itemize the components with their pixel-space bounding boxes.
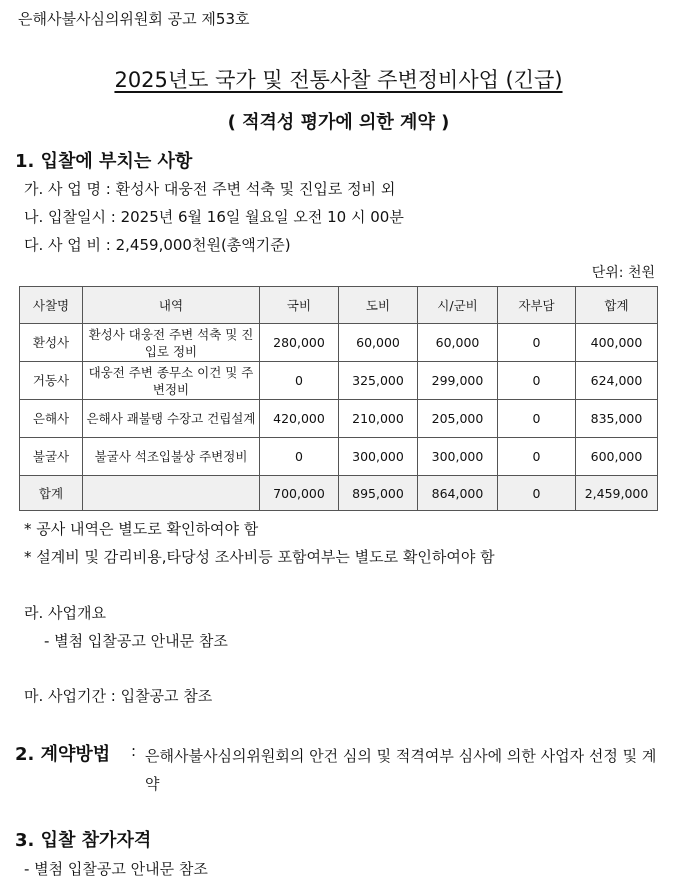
- budget-table: [19, 286, 658, 511]
- header-self: 자부담: [498, 287, 576, 324]
- table-row: [20, 324, 658, 362]
- project-budget: 다. 사 업 비 : 2,459,000천원(총액기준): [24, 236, 291, 254]
- cell-city: 299,000: [418, 362, 498, 400]
- cell-national: 280,000: [260, 324, 339, 362]
- cell-national: 0: [260, 438, 339, 476]
- cell-temple: 거동사: [20, 362, 83, 400]
- cell-total: 600,000: [576, 438, 658, 476]
- cell-total: 400,000: [576, 324, 658, 362]
- total-self: 0: [498, 476, 576, 511]
- header-temple: 사찰명: [20, 287, 83, 324]
- table-header-row: [20, 287, 658, 324]
- cell-city: 205,000: [418, 400, 498, 438]
- section2-text: 은해사불사심의위원회의 안건 심의 및 적격여부 심사에 의한 사업자 선정 및 계약: [145, 747, 657, 793]
- note-2: * 설계비 및 감리비용,타당성 조사비등 포함여부는 별도로 확인하여야 함: [24, 548, 495, 566]
- page-subtitle: ( 적격성 평가에 의한 계약 ): [227, 112, 450, 133]
- bid-datetime: 나. 입찰일시 : 2025년 6월 16일 월요일 오전 10 시 00분: [24, 208, 404, 226]
- header-desc: 내역: [83, 287, 260, 324]
- overview-label: 라. 사업개요: [24, 604, 106, 622]
- header-total: 합계: [576, 287, 658, 324]
- cell-self: 0: [498, 362, 576, 400]
- cell-temple: 환성사: [20, 324, 83, 362]
- cell-self: 0: [498, 400, 576, 438]
- total-city: 864,000: [418, 476, 498, 511]
- cell-national: 420,000: [260, 400, 339, 438]
- cell-province: 300,000: [339, 438, 418, 476]
- header-national: 국비: [260, 287, 339, 324]
- table-row: [20, 362, 658, 400]
- cell-desc: 대웅전 주변 종무소 이건 및 주변정비: [83, 362, 260, 400]
- project-period: 마. 사업기간 : 입찰공고 참조: [24, 687, 213, 705]
- cell-province: 210,000: [339, 400, 418, 438]
- cell-province: 60,000: [339, 324, 418, 362]
- total-sum: 2,459,000: [576, 476, 658, 511]
- section2-heading: 2. 계약방법: [15, 744, 111, 765]
- section1-heading: 1. 입찰에 부치는 사항: [15, 151, 193, 172]
- cell-city: 60,000: [418, 324, 498, 362]
- cell-desc: 환성사 대웅전 주변 석축 및 진입로 정비: [83, 324, 260, 362]
- cell-desc: 은해사 괘불탱 수장고 건립설계: [83, 400, 260, 438]
- table-total-row: [20, 476, 658, 511]
- page-title: 2025년도 국가 및 전통사찰 주변정비사업 (긴급): [114, 68, 563, 92]
- cell-temple: 은해사: [20, 400, 83, 438]
- section3-heading: 3. 입찰 참가자격: [15, 830, 152, 851]
- section3-text: - 별첨 입찰공고 안내문 참조: [24, 860, 208, 878]
- cell-self: 0: [498, 438, 576, 476]
- cell-desc: 불굴사 석조입불상 주변정비: [83, 438, 260, 476]
- notice-number: 은해사불사심의위원회 공고 제53호: [18, 10, 250, 28]
- table-row: [20, 438, 658, 476]
- total-desc: [83, 476, 260, 511]
- note-1: * 공사 내역은 별도로 확인하여야 함: [24, 520, 259, 538]
- cell-province: 325,000: [339, 362, 418, 400]
- cell-temple: 불굴사: [20, 438, 83, 476]
- overview-text: - 별첨 입찰공고 안내문 참조: [44, 632, 228, 650]
- cell-national: 0: [260, 362, 339, 400]
- header-province: 도비: [339, 287, 418, 324]
- cell-city: 300,000: [418, 438, 498, 476]
- project-name: 가. 사 업 명 : 환성사 대웅전 주변 석축 및 진입로 정비 외: [24, 180, 396, 198]
- total-national: 700,000: [260, 476, 339, 511]
- cell-self: 0: [498, 324, 576, 362]
- cell-total: 835,000: [576, 400, 658, 438]
- total-province: 895,000: [339, 476, 418, 511]
- total-label: 합계: [20, 476, 83, 511]
- section2-colon: :: [131, 742, 137, 760]
- table-row: [20, 400, 658, 438]
- header-city: 시/군비: [418, 287, 498, 324]
- cell-total: 624,000: [576, 362, 658, 400]
- unit-label: 단위: 천원: [591, 265, 655, 281]
